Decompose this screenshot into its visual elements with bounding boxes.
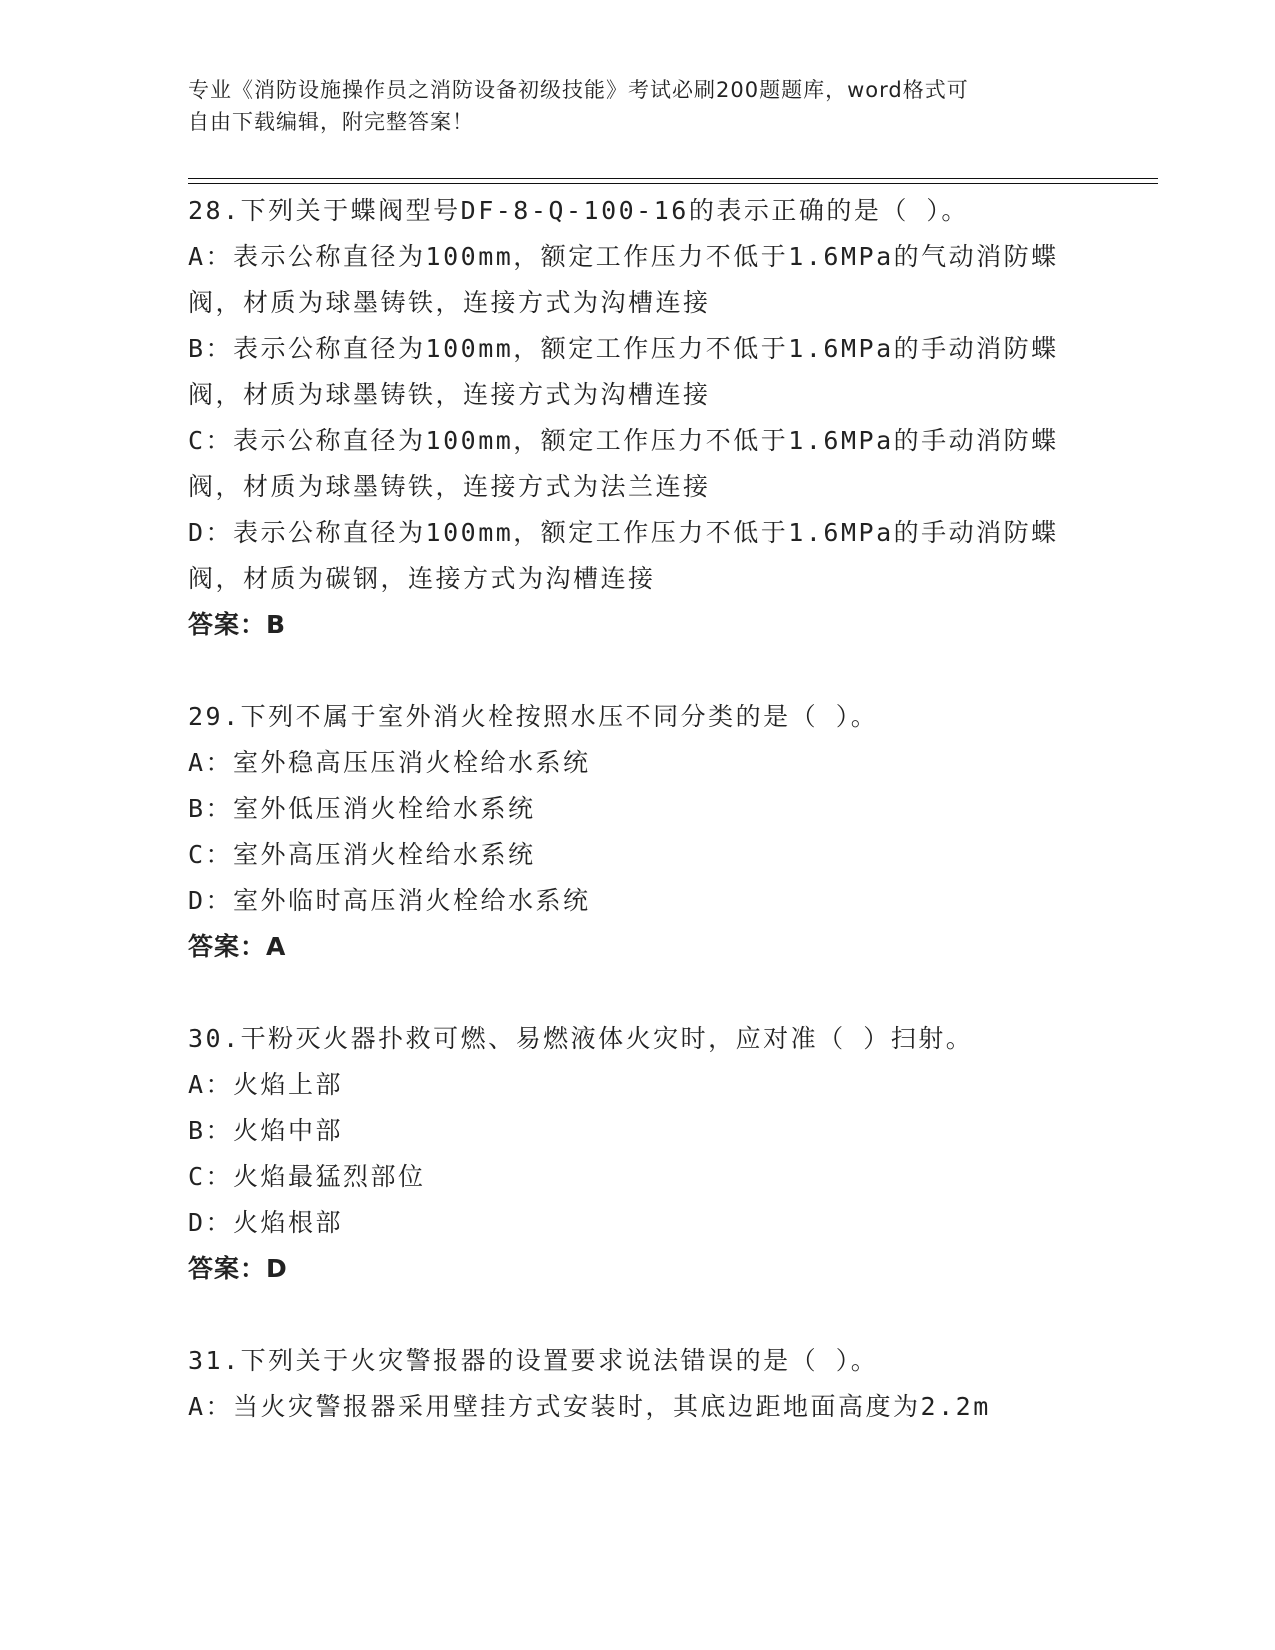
option-line: 阀，材质为球墨铸铁，连接方式为沟槽连接 bbox=[188, 288, 711, 317]
answer-label: 答案： bbox=[188, 932, 267, 961]
question-stem: 28.下列关于蝶阀型号DF-8-Q-100-16的表示正确的是（ ）。 bbox=[188, 196, 969, 225]
question-spacer bbox=[188, 970, 1148, 1016]
option-line: D：火焰根部 bbox=[188, 1208, 344, 1237]
option-line: 阀，材质为球墨铸铁，连接方式为法兰连接 bbox=[188, 472, 711, 501]
document-header bbox=[188, 74, 1068, 138]
option-line: C：室外高压消火栓给水系统 bbox=[188, 840, 536, 869]
option-line: D：表示公称直径为100mm，额定工作压力不低于1.6MPa的手动消防蝶 bbox=[188, 518, 1059, 547]
question-spacer bbox=[188, 1292, 1148, 1338]
option-line: D：室外临时高压消火栓给水系统 bbox=[188, 886, 591, 915]
option-line: C：火焰最猛烈部位 bbox=[188, 1162, 426, 1191]
option-line: B：室外低压消火栓给水系统 bbox=[188, 794, 536, 823]
option-line: A：室外稳高压压消火栓给水系统 bbox=[188, 748, 591, 777]
answer-value: A bbox=[266, 932, 287, 961]
question-stem: 30.干粉灭火器扑救可燃、易燃液体火灾时，应对准（ ）扫射。 bbox=[188, 1024, 974, 1053]
answer-line bbox=[188, 602, 1148, 648]
option-line: C：表示公称直径为100mm，额定工作压力不低于1.6MPa的手动消防蝶 bbox=[188, 426, 1059, 455]
answer-value: D bbox=[266, 1254, 288, 1283]
answer-line bbox=[188, 1246, 1148, 1292]
option-line: A：表示公称直径为100mm，额定工作压力不低于1.6MPa的气动消防蝶 bbox=[188, 242, 1059, 271]
question-list bbox=[188, 188, 1148, 1430]
question-stem: 31.下列关于火灾警报器的设置要求说法错误的是（ ）。 bbox=[188, 1346, 879, 1375]
question-stem: 29.下列不属于室外消火栓按照水压不同分类的是（ ）。 bbox=[188, 702, 879, 731]
question-28 bbox=[188, 188, 1148, 648]
answer-label: 答案： bbox=[188, 610, 267, 639]
header-divider-top bbox=[188, 178, 1158, 179]
answer-label: 答案： bbox=[188, 1254, 267, 1283]
answer-value: B bbox=[266, 610, 287, 639]
question-31 bbox=[188, 1338, 1148, 1430]
question-spacer bbox=[188, 648, 1148, 694]
option-line: 阀，材质为碳钢，连接方式为沟槽连接 bbox=[188, 564, 656, 593]
option-line: B：火焰中部 bbox=[188, 1116, 344, 1145]
option-line: B：表示公称直径为100mm，额定工作压力不低于1.6MPa的手动消防蝶 bbox=[188, 334, 1059, 363]
option-line: A：火焰上部 bbox=[188, 1070, 344, 1099]
option-line: 阀，材质为球墨铸铁，连接方式为沟槽连接 bbox=[188, 380, 711, 409]
header-line-2: 自由下载编辑，附完整答案！ bbox=[188, 110, 474, 134]
option-line: A：当火灾警报器采用壁挂方式安装时，其底边距地面高度为2.2m bbox=[188, 1392, 991, 1421]
question-29 bbox=[188, 694, 1148, 970]
header-divider-bottom bbox=[188, 183, 1158, 184]
question-30 bbox=[188, 1016, 1148, 1292]
header-line-1: 专业《消防设施操作员之消防设备初级技能》考试必刷200题题库，word格式可 bbox=[188, 78, 969, 102]
answer-line bbox=[188, 924, 1148, 970]
